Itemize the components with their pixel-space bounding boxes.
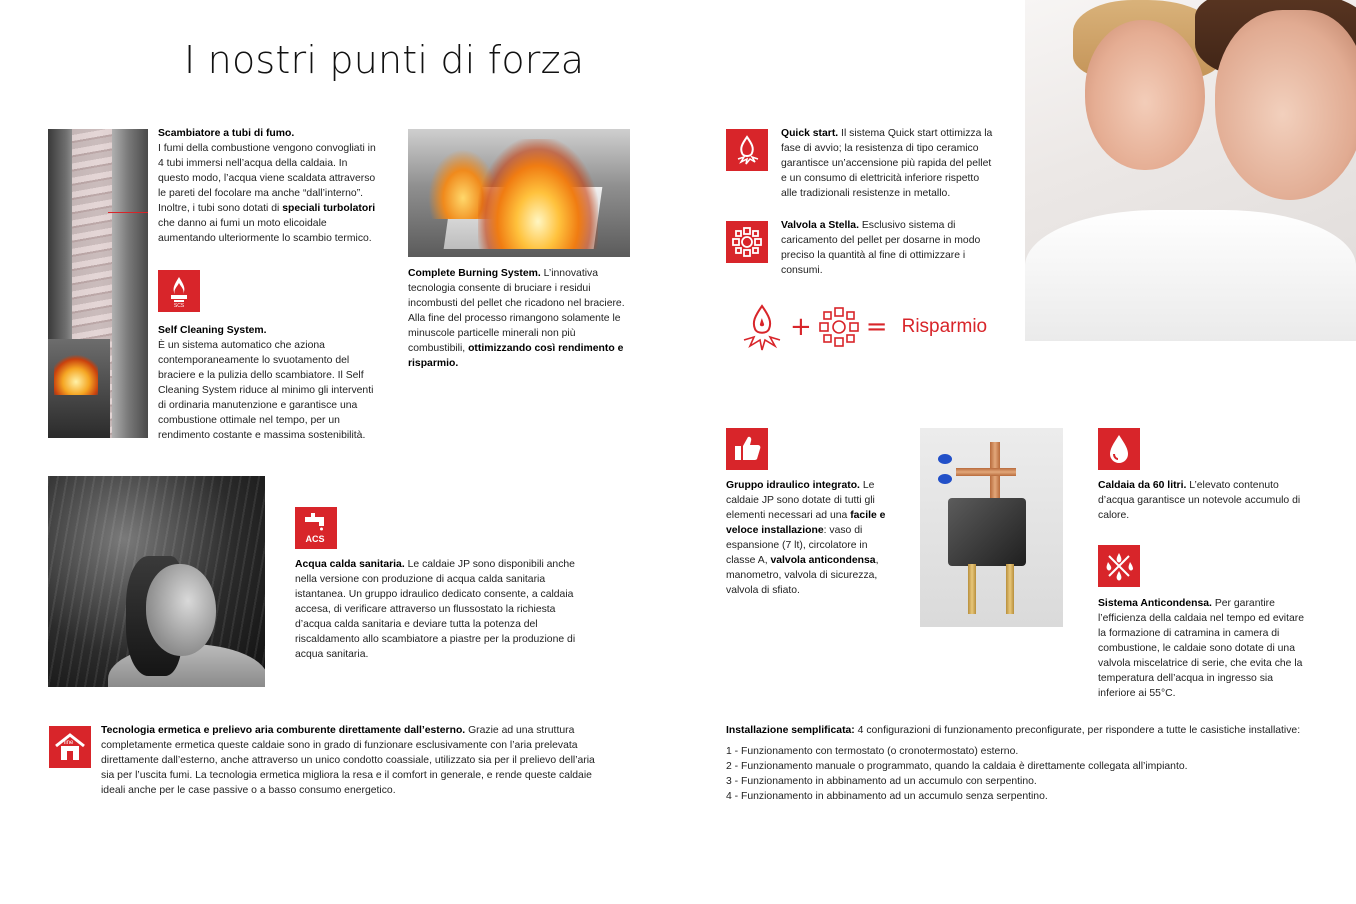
hermetic-title: Tecnologia ermetica e prelievo aria comburente direttamente dall’esterno. bbox=[101, 725, 466, 736]
anticondensation-block bbox=[1098, 596, 1312, 701]
installation-text: 4 configurazioni di funzionamento preconfigurate, per rispondere a tutte le casistiche installative: bbox=[854, 725, 1301, 736]
anticondensation-icon bbox=[1098, 545, 1140, 587]
flue-exchanger-text-b: che danno ai fumi un moto elicoidale aumentando ulteriormente lo scambio termico. bbox=[158, 218, 372, 244]
quick-start-text: Il sistema Quick start ottimizza la fase di avvio; la resistenza di tipo ceramico garantisce un’accensione più rapida del pellet e un consumo di elettricità inferiore rispetto alle tradizionali resistenze in metallo. bbox=[781, 128, 993, 199]
hydraulic-text-a: Le caldaie JP sono dotate di tutti gli elementi necessari ad una bbox=[726, 480, 875, 521]
house-icon-label: line bbox=[64, 740, 74, 746]
acs-title: Acqua calda sanitaria. bbox=[295, 559, 405, 570]
list-item: 4 - Funzionamento in abbinamento ad un accumulo senza serpentino. bbox=[726, 791, 1048, 802]
hydraulic-text-b: : vaso di espansione (7 lt), circolatore in classe A, bbox=[726, 525, 868, 566]
quick-start-title: Quick start. bbox=[781, 128, 839, 139]
star-valve-icon bbox=[726, 221, 768, 263]
anticondensation-title: Sistema Anticondensa. bbox=[1098, 598, 1212, 609]
star-valve-block bbox=[781, 218, 981, 278]
list-item: 3 - Funzionamento in abbinamento ad un accumulo con serpentino. bbox=[726, 776, 1037, 787]
tank-block bbox=[1098, 478, 1308, 523]
quick-start-block bbox=[781, 126, 995, 201]
star-valve-outline-icon bbox=[818, 306, 860, 348]
acs-text: Le caldaie JP sono disponibili anche nella versione con produzione di acqua calda sanitaria istantanea. Un gruppo idraulico dedicato consente, a caldaia accesa, di verificare attraverso un flussostato la richiesta d’acqua calda sanitaria e deviare tutta la potenza del riscaldamento allo scambiatore a piastre per la produzione di acqua sanitaria. bbox=[295, 559, 576, 660]
installation-list bbox=[726, 744, 1326, 804]
savings-equation bbox=[740, 302, 987, 352]
tank-title: Caldaia da 60 litri. bbox=[1098, 480, 1187, 491]
flue-exchanger-bold: speciali turbolatori bbox=[282, 203, 376, 214]
shower-photo bbox=[48, 476, 265, 687]
hydraulic-title: Gruppo idraulico integrato. bbox=[726, 480, 860, 491]
hermetic-block bbox=[101, 723, 607, 798]
flame-spark-outline-icon bbox=[740, 302, 784, 352]
list-item: 1 - Funzionamento con termostato (o cronotermostato) esterno. bbox=[726, 746, 1019, 757]
list-item: 2 - Funzionamento manuale o programmato, quando la caldaia è direttamente collegata all’impianto. bbox=[726, 761, 1188, 772]
acs-block bbox=[295, 557, 591, 662]
water-drop-icon bbox=[1098, 428, 1140, 470]
flue-exchanger-text-a: I fumi della combustione vengono convogliati in 4 tubi immersi nell’acqua della caldaia. In questo modo, l’acqua viene scaldata attraverso le pareti del focolare ma anche “dall’interno”. Inoltre, i tubi sono dotati di bbox=[158, 143, 376, 214]
equals-sign: = bbox=[865, 312, 888, 342]
thumbs-up-icon bbox=[726, 428, 768, 470]
house-icon bbox=[49, 726, 91, 768]
self-cleaning-block bbox=[158, 323, 380, 443]
tank-text: L’elevato contenuto d’acqua garantisce un notevole accumulo di calore. bbox=[1098, 480, 1301, 521]
flue-exchanger-block bbox=[158, 126, 380, 246]
self-cleaning-title: Self Cleaning System. bbox=[158, 325, 267, 336]
plus-sign: + bbox=[790, 312, 812, 342]
hydraulic-bold-a: facile e veloce installazione bbox=[726, 510, 886, 536]
burning-system-photo bbox=[408, 129, 630, 257]
installation-intro bbox=[726, 723, 1326, 738]
hermetic-text: Grazie ad una struttura completamente ermetica queste caldaie sono in grado di funzionare esclusivamente con l’aria prelevata direttamente dall’esterno, anche attraverso un unico condotto coassiale, utilizzato sia per il prelievo dell’aria sia per l’uscita fumi. La tecnologia ermetica migliora la resa e il comfort in generale, e rende queste caldaie ideali anche per le case passive o a basso consumo energetico. bbox=[101, 725, 595, 796]
page-title: I nostri punti di forza bbox=[184, 38, 585, 82]
hydraulic-block bbox=[726, 478, 896, 598]
star-valve-text: Esclusivo sistema di caricamento del pellet per dosarne in modo preciso la quantità al fine di ottimizzare i consumi. bbox=[781, 220, 981, 276]
hydraulic-bold-b: valvola anticondensa bbox=[770, 555, 876, 566]
flue-exchanger-title: Scambiatore a tubi di fumo. bbox=[158, 128, 295, 139]
star-valve-title: Valvola a Stella. bbox=[781, 220, 859, 231]
savings-word: Risparmio bbox=[901, 316, 988, 337]
flue-exchanger-photo bbox=[48, 129, 148, 438]
complete-burning-title: Complete Burning System. bbox=[408, 268, 541, 279]
self-cleaning-icon-caption: SCS bbox=[173, 303, 185, 309]
complete-burning-bold: ottimizzando così rendimento e risparmio. bbox=[408, 343, 624, 369]
acs-icon-label: ACS bbox=[305, 534, 325, 544]
complete-burning-text: L’innovativa tecnologia consente di bruciare i residui incombusti del pellet che ricadono nel braciere. Alla fine del processo rimangono solamente le minuscole particelle minerali non più combustibili, bbox=[408, 268, 625, 354]
family-photo bbox=[1025, 0, 1356, 341]
anticondensation-text: Per garantire l’efficienza della caldaia nel tempo ed evitare la formazione di catramina in camera di combustione, le caldaie sono dotate di una valvola miscelatrice di serie, che evita che la temperatura dell’acqua in ingresso sia inferiore ai 55°C. bbox=[1098, 598, 1305, 699]
self-cleaning-text: È un sistema automatico che aziona contemporaneamente lo svuotamento del braciere e la pulizia dello scambiatore. Il Self Cleaning System riduce al minimo gli interventi di ordinaria manutenzione e garantisce una combustione ottimale nel tempo, per un rendimento costante e massima sostenibilità. bbox=[158, 340, 374, 441]
complete-burning-block bbox=[408, 266, 632, 371]
installation-title: Installazione semplificata: bbox=[726, 725, 855, 736]
flame-spark-icon bbox=[726, 129, 768, 171]
self-cleaning-icon bbox=[158, 270, 200, 312]
hydraulic-group-photo bbox=[920, 428, 1063, 627]
hydraulic-text-c: , manometro, valvola di sicurezza, valvola di sfiato. bbox=[726, 555, 879, 596]
faucet-icon bbox=[295, 507, 337, 549]
